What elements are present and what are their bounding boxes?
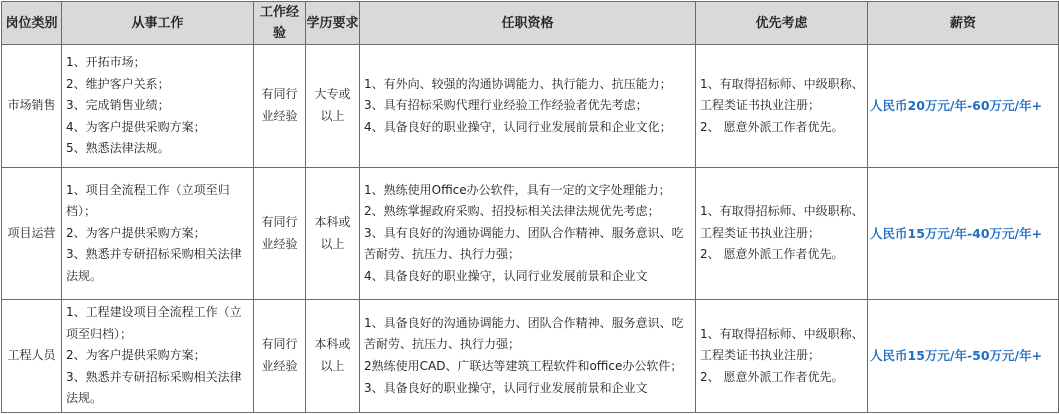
header-salary: 薪资 <box>868 2 1059 45</box>
priority-line: 1、有取得招标师、中级职称、工程类证书执业注册； <box>700 326 864 363</box>
cell-duties <box>62 45 254 168</box>
cell-salary: 人民币20万元/年-60万元/年+ <box>868 45 1059 168</box>
duty-line: 3、熟悉并专研招标采购相关法律法规。 <box>66 247 242 283</box>
qualification-line: 2、熟练掌握政府采购、招投标相关法律法规优先考虑； <box>364 204 660 219</box>
cell-category: 市场销售 <box>2 45 62 168</box>
cell-priority <box>696 168 868 300</box>
cell-experience: 有同行业经验 <box>254 168 306 300</box>
cell-salary: 人民币15万元/年-40万元/年+ <box>868 168 1059 300</box>
duty-line: 2、为客户提供采购方案； <box>66 348 206 363</box>
duty-line: 5、熟悉法律法规。 <box>66 141 170 156</box>
cell-education: 本科或以上 <box>306 168 360 300</box>
priority-line: 2、 愿意外派工作者优先。 <box>700 369 844 384</box>
qualification-line: 4、具备良好的职业操守，认同行业发展前景和企业文化； <box>364 119 672 134</box>
qualification-line: 1、熟练使用Office办公软件，具有一定的文字处理能力； <box>364 182 671 197</box>
cell-qualifications <box>360 300 696 413</box>
cell-qualifications <box>360 168 696 300</box>
cell-duties <box>62 300 254 413</box>
qualification-line: 4、具备良好的职业操守，认同行业发展前景和企业文 <box>364 268 648 283</box>
duty-line: 3、完成销售业绩； <box>66 98 170 113</box>
cell-salary: 人民币15万元/年-50万元/年+ <box>868 300 1059 413</box>
qualification-line: 1、具备良好的沟通协调能力、团队合作精神、服务意识、吃苦耐劳、抗压力、执行力强； <box>364 315 684 352</box>
header-education: 学历要求 <box>306 2 360 45</box>
qualification-line: 3、具有招标采购代理行业经验工作经验者优先考虑； <box>364 98 648 113</box>
cell-experience: 有同行业经验 <box>254 300 306 413</box>
cell-experience: 有同行业经验 <box>254 45 306 168</box>
header-row <box>2 2 1059 45</box>
job-table <box>1 1 1059 413</box>
duty-line: 1、开拓市场； <box>66 55 146 70</box>
header-experience: 工作经验 <box>254 2 306 45</box>
header-duties: 从事工作 <box>62 2 254 45</box>
header-category: 岗位类别 <box>2 2 62 45</box>
priority-line: 1、有取得招标师、中级职称、工程类证书执业注册； <box>700 76 864 113</box>
duty-line: 3、熟悉并专研招标采购相关法律法规。 <box>66 369 242 406</box>
cell-category: 项目运营 <box>2 168 62 300</box>
header-qualifications: 任职资格 <box>360 2 696 45</box>
cell-category: 工程人员 <box>2 300 62 413</box>
cell-education: 大专或以上 <box>306 45 360 168</box>
qualification-line: 2熟练使用CAD、广联达等建筑工程软件和office办公软件； <box>364 358 683 373</box>
priority-line: 1、有取得招标师、中级职称、工程类证书执业注册； <box>700 204 864 240</box>
cell-duties <box>62 168 254 300</box>
qualification-line: 1、有外向、较强的沟通协调能力、执行能力、抗压能力； <box>364 76 672 91</box>
priority-line: 2、 愿意外派工作者优先。 <box>700 247 844 262</box>
qualification-line: 3、具备良好的职业操守，认同行业发展前景和企业文 <box>364 380 648 395</box>
duty-line: 4、为客户提供采购方案； <box>66 119 206 134</box>
duty-line: 2、为客户提供采购方案； <box>66 225 206 240</box>
duty-line: 1、工程建设项目全流程工作（立项至归档）； <box>66 305 242 341</box>
header-priority: 优先考虑 <box>696 2 868 45</box>
qualification-line: 3、具有良好的沟通协调能力、团队合作精神、服务意识、吃苦耐劳、抗压力、执行力强； <box>364 225 684 262</box>
table-row <box>2 300 1059 413</box>
table-row <box>2 168 1059 300</box>
duty-line: 2、维护客户关系； <box>66 76 170 91</box>
priority-line: 2、 愿意外派工作者优先。 <box>700 119 844 134</box>
cell-priority <box>696 45 868 168</box>
table-row <box>2 45 1059 168</box>
cell-priority <box>696 300 868 413</box>
cell-qualifications <box>360 45 696 168</box>
cell-education: 本科或以上 <box>306 300 360 413</box>
duty-line: 1、项目全流程工作（立项至归档）； <box>66 182 230 219</box>
